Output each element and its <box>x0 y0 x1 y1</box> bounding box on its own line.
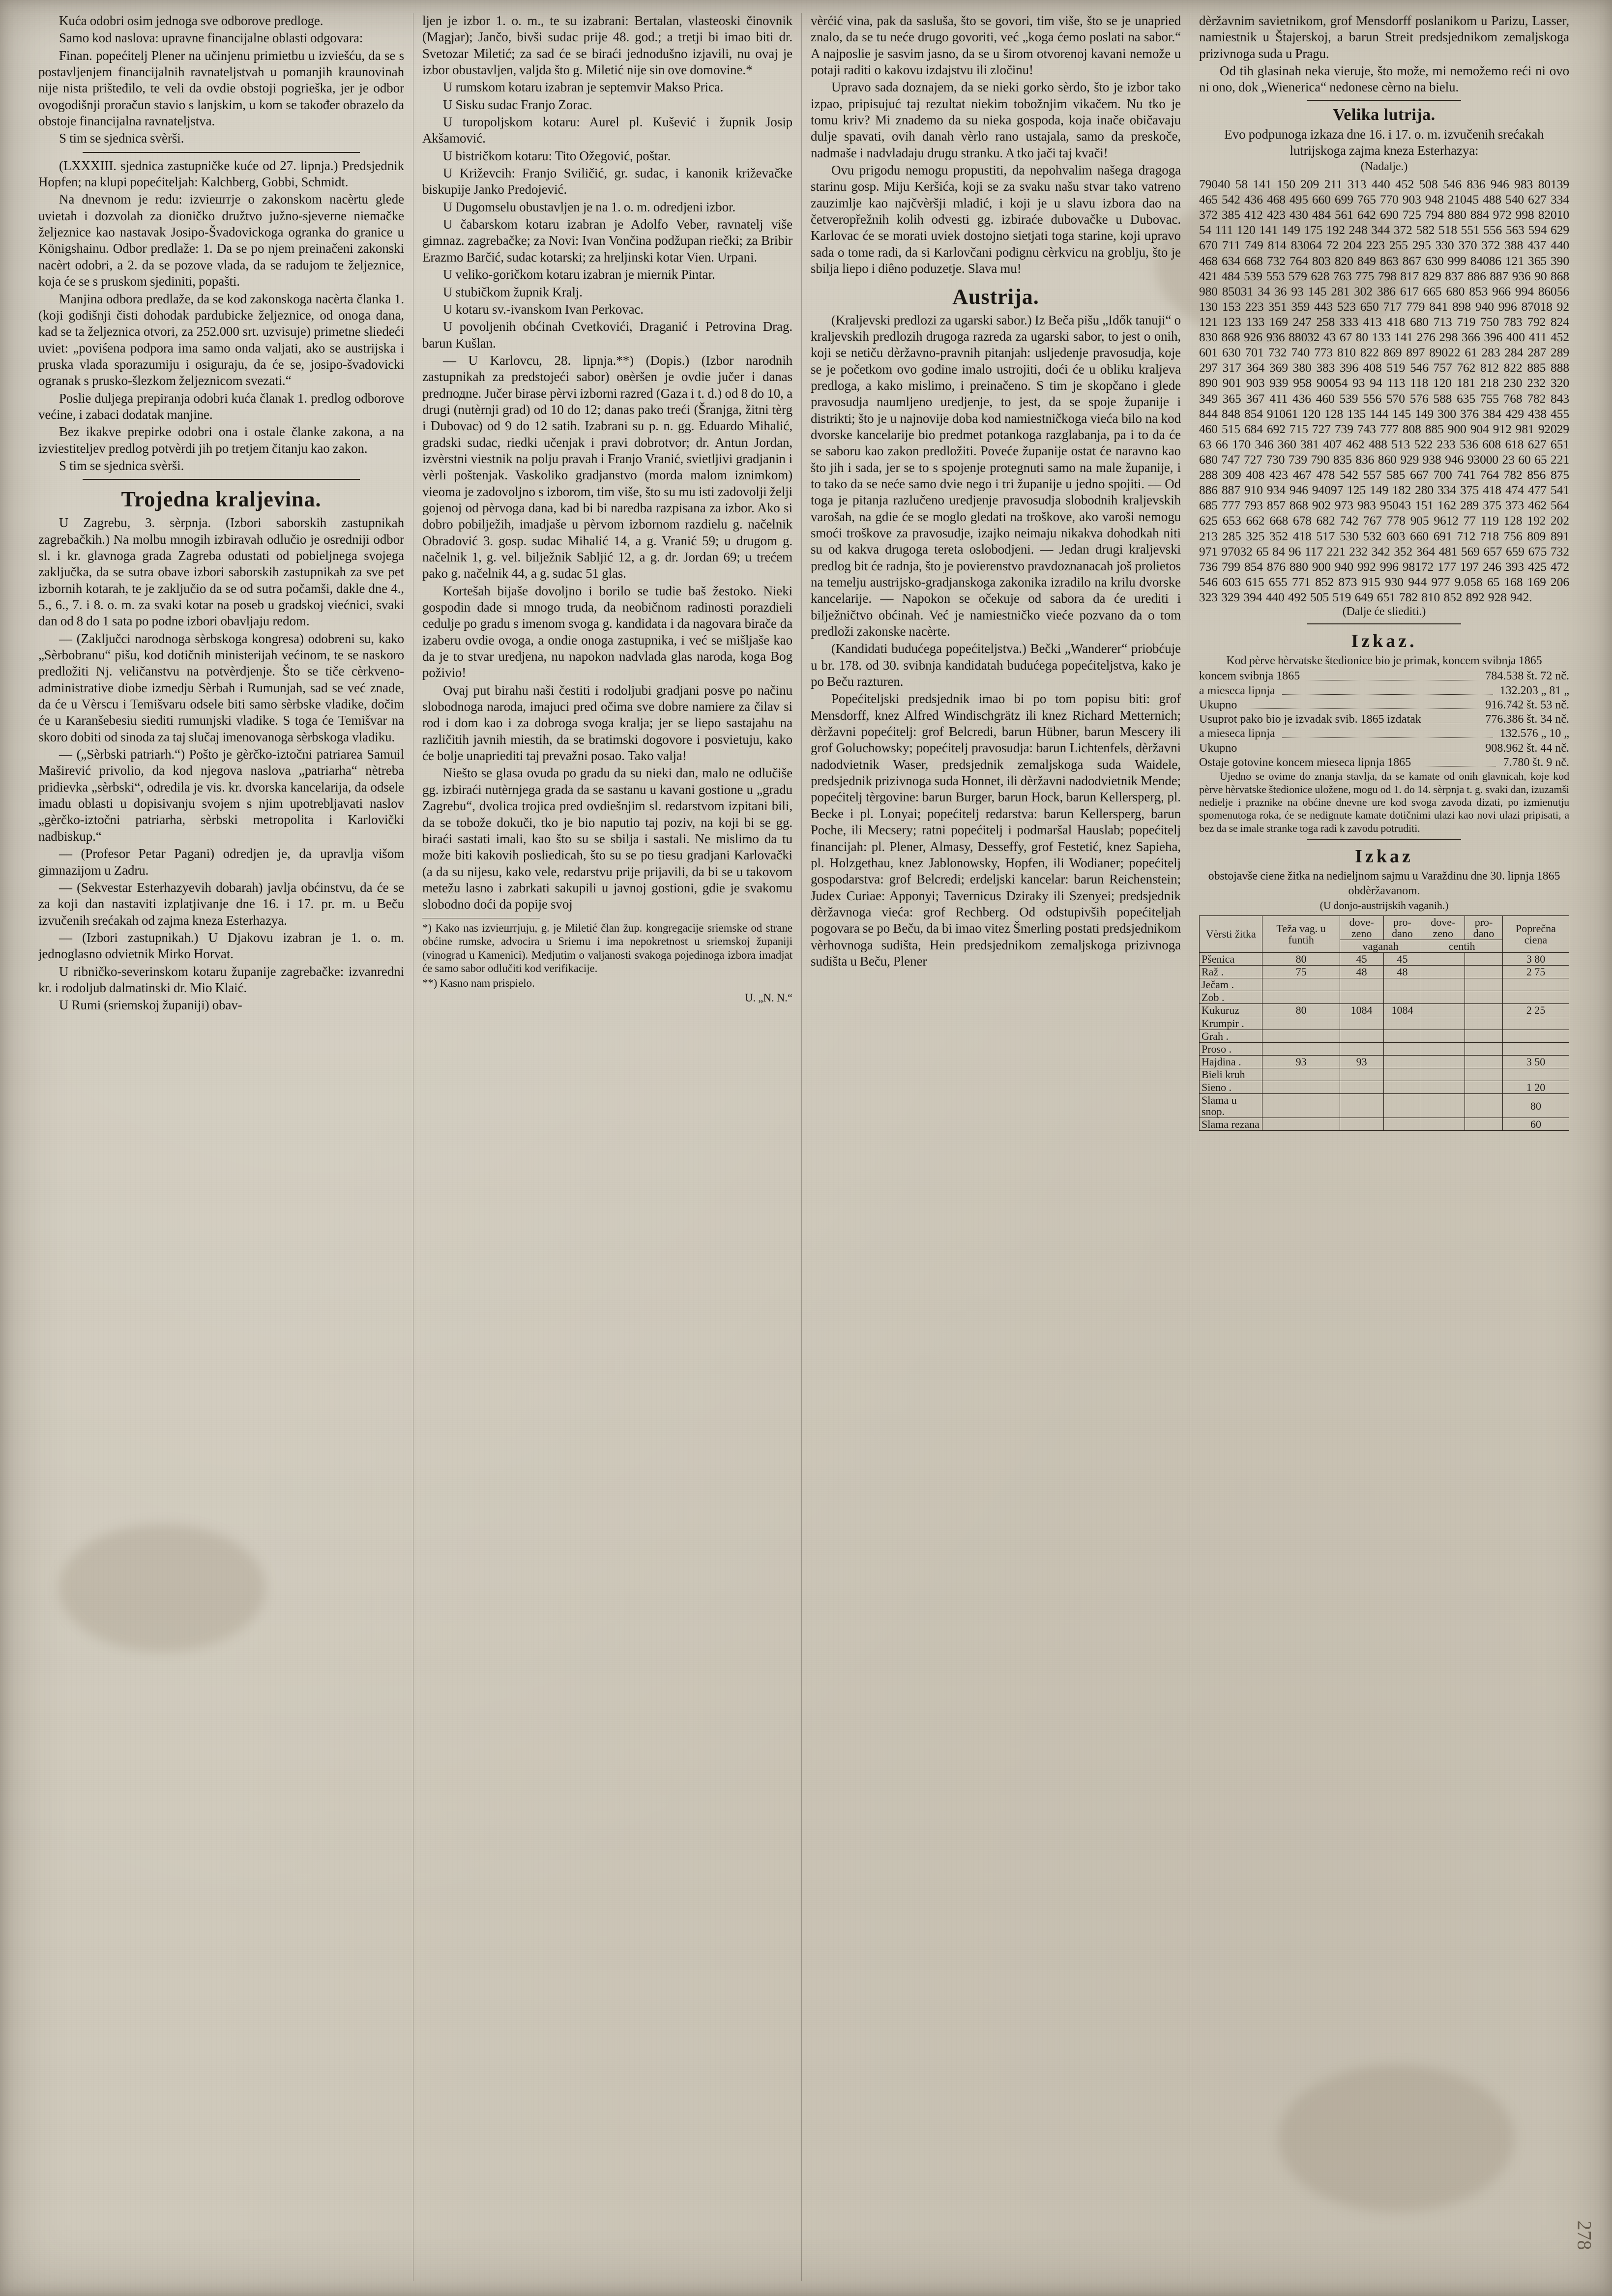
cell-sold-c <box>1465 1055 1503 1068</box>
page-number: 278 <box>1573 2220 1596 2250</box>
cell-grain: Slama u snop. <box>1200 1094 1262 1118</box>
cell-weight <box>1262 1030 1340 1042</box>
account-value: 776.386 št. 34 nč. <box>1485 713 1569 726</box>
paragraph: ljen je izbor 1. o. m., te su izabrani: Bertalan, vlasteoski činovnik (Magjar); Jančo, bivši sudac prije 48. god.; a tretji bi imao biti dr. Svetozar Miletić; za sad će se biraći jednodušno izjavili, nu ovaj je izbor obustavljen, valjda što g. Miletić nije sin ove domovine.* <box>422 13 792 78</box>
paragraph: U rumskom kotaru izabran je septemvir Makso Prica. <box>443 80 724 95</box>
cell-sold <box>1383 1042 1421 1055</box>
cell-delivered-c <box>1421 1081 1465 1094</box>
section-heading-austrija: Austrija. <box>952 284 1039 309</box>
paragraph: U Rumi (sriemskoj županiji) obav- <box>59 998 242 1013</box>
account-label: a miesеca lipnja <box>1199 727 1275 740</box>
paragraph: U kotaru sv.-ivanskom Ivan Perkovac. <box>443 301 644 317</box>
cell-delivered-c <box>1421 991 1465 1004</box>
table-row <box>1200 1068 1569 1081</box>
paragraph: U Sisku sudac Franjo Zorac. <box>443 97 592 112</box>
session-heading-paragraph: (LXXXIII. sjednica zastupničke kuće od 27. lipnja.) Predsjednik Hopfen; na klupi popećiteljah: Kalchberg, Gobbi, Schmidt. <box>38 158 404 190</box>
table-row <box>1200 1055 1569 1068</box>
cell-weight <box>1262 1081 1340 1094</box>
cell-delivered-c <box>1421 978 1465 991</box>
cell-sold <box>1383 1055 1421 1068</box>
cell-weight: 80 <box>1262 1004 1340 1017</box>
cell-price: 80 <box>1502 1094 1569 1118</box>
account-row <box>1199 727 1569 741</box>
cell-sold <box>1383 978 1421 991</box>
paragraph: (Kandidati budućega popećiteljstva.) Bečki „Wanderer“ priobćuje u br. 178. od 30. svibnja kandidatah budućega popećiteljstva, kako je po Beču razturen. <box>811 641 1181 689</box>
cell-delivered <box>1340 978 1383 991</box>
table-row <box>1200 1118 1569 1131</box>
paragraph: S tim se sjednica svèrši. <box>59 458 184 473</box>
leader-dots <box>1244 741 1478 752</box>
column-1 <box>29 13 413 2281</box>
savings-bank-intro: Kod pèrve hèrvatske štedionice bio je primak, koncem svibnja 1865 <box>1226 654 1542 667</box>
paragraph: U Zagrebu, 3. sèrpnja. (Izbori saborskih zastupnikah zagrebačkih.) Na molbu mnogih izbiravah odlučio je osredniji odbor sl. i kr. glavnoga grada Zagreba odustati od pobieljnega svojega zaključka, da se sutra obave izbori saborskih zastupnikah za sve pet izbornih kotarah, te je zaključio da se od sutra počamši, dakle dne 4., 5., 6., 7. i 8. o. m. za svaki kotar na poseb u gradskoj viećnici, svaki dan od 8 do 1 sata po podne izbori obavljaju redom. <box>38 515 404 629</box>
lottery-number-list: 79040 58 141 150 209 211 313 440 452 508 546 836 946 983 80139 465 542 436 468 495 660 699 765 770 903 948 21045 488 540 627 334 372 385 412 423 430 484 561 642 690 725 794 880 884 972 998 82010 54 111 120 141 149 175 192 248 344 372 582 518 551 556 563 594 629 670 711 749 814 83064 72 204 223 255 295 330 370 372 388 437 440 468 634 668 732 764 803 820 849 863 867 630 999 84086 121 365 390 421 484 539 553 579 628 763 775 798 817 829 837 886 887 936 90 868 980 85031 34 36 93 145 281 302 386 617 665 680 853 966 994 86056 130 153 223 351 359 443 523 650 717 779 841 898 940 996 87018 92 121 123 133 169 247 258 333 413 418 680 713 719 750 783 792 824 830 868 926 936 88032 43 67 80 133 141 276 298 366 396 400 411 452 601 630 701 732 740 773 810 822 869 897 89022 61 283 284 287 289 297 317 364 369 380 383 396 408 519 546 757 762 812 822 885 888 890 901 903 939 958 90054 93 94 113 118 120 181 218 230 232 320 349 365 367 411 436 460 539 556 570 576 588 635 755 768 782 843 844 848 854 91061 120 128 135 144 145 149 300 376 384 429 438 455 460 515 684 692 715 727 739 743 777 808 885 900 904 912 981 92029 63 66 170 346 360 381 407 462 488 513 522 233 536 608 618 627 651 680 747 727 730 739 790 835 836 860 929 938 946 93000 23 60 65 221 288 309 408 423 467 478 542 557 585 667 700 741 764 782 856 875 886 887 910 934 946 94097 125 149 182 280 334 375 418 474 477 541 685 777 793 857 868 902 973 983 95043 151 162 289 375 373 462 564 625 653 662 668 678 682 742 767 778 905 9612 77 119 128 192 202 213 285 325 352 418 517 530 532 603 660 691 712 718 756 809 891 971 97032 65 84 96 117 221 232 342 352 364 481 569 657 659 675 732 736 799 854 876 880 900 940 992 996 98172 177 197 246 393 425 472 546 603 615 655 771 852 873 915 930 944 977 9.058 65 168 169 206 323 329 394 440 492 505 519 649 651 782 810 852 892 928 942. <box>1199 177 1569 604</box>
paragraph: dèržavnim savietnikom, grof Mensdorff poslanikom u Parizu, Lasser, namiestnik u Štajerskoj, a barun Streit predsjednikom zemaljskoga prizivnoga suda u Pragu. <box>1199 13 1569 61</box>
account-row <box>1199 669 1569 683</box>
cell-price <box>1502 978 1569 991</box>
cell-sold <box>1383 1017 1421 1030</box>
leader-dots <box>1307 669 1478 680</box>
paragraph: vèrćić vina, pak da sasluša, što se govori, tim više, što se je unapried znalo, da se tu neće drugo govoriti, već „koga ćemo poslati na sabor.“ A najposlie je sasvim jasno, da se u širom otvorenoj kavani nemože u potaji raditi o kakovu izdajstvu ili zločinu! <box>811 13 1181 78</box>
table-row <box>1200 966 1569 978</box>
cell-delivered-c <box>1421 1004 1465 1017</box>
cell-weight <box>1262 1118 1340 1131</box>
cell-delivered <box>1340 1068 1383 1081</box>
divider <box>83 479 360 480</box>
cell-sold <box>1383 1094 1421 1118</box>
cell-weight: 75 <box>1262 966 1340 978</box>
account-label: Ukupno <box>1199 741 1237 755</box>
section-heading-velika-lutrija: Velika lutrija. <box>1333 105 1436 124</box>
account-label: Usuprot pako bio je izvadak svib. 1865 izdatak <box>1199 713 1421 726</box>
account-row-total <box>1199 741 1569 756</box>
cell-grain: Slama rezana <box>1200 1118 1262 1131</box>
paragraph: Samo kod naslova: upravne financijalne oblasti odgovara: <box>59 30 363 46</box>
paragraph: — (Profesor Petar Pagani) odredjen je, da upravlja višom gimnazijom u Zadru. <box>38 846 404 878</box>
cell-delivered <box>1340 1118 1383 1131</box>
cell-sold <box>1383 1081 1421 1094</box>
cell-delivered <box>1340 1094 1383 1118</box>
cell-sold-c <box>1465 991 1503 1004</box>
cell-delivered <box>1340 1042 1383 1055</box>
market-prices-intro: obstojavše ciene žitka na nedieljnom sajmu u Varaždinu dne 30. lipnja 1865 obdèržavanom. <box>1208 870 1560 897</box>
leader-dots <box>1282 684 1493 695</box>
paragraph: — (Zaključci narodnoga sèrbskoga kongresa) odobreni su, kako „Sèrbobranu“ pišu, kod dotičnih ministerijah većinom, te se naskoro predložiti Nj. veličanstvu na potvèrdjenje. Što se tiče cèrkveno-administrative diobe izmedju Sèrbah i Rumunjah, sad se već znade, da će u Vèrscu i Temišvaru odsele biti samo sèrbske vladike, dočim će u Karanšebesiu siediti rumunjski vladike. S toga će Temišvar na skoro dobiti od sinoda za taj slučaj imenovanoga sèrbskoga vladiku. <box>38 631 404 744</box>
leader-dots <box>1428 712 1478 723</box>
column-2 <box>413 13 801 2281</box>
paragraph: Upravo sada doznajem, da se nieki gorko sèrdo, što je izbor tako izpao, pripisujuć taj rezultat niekim tobožnjim vikačem. Nu tko je tomu kriv? Mi znademo da su nieka gospoda, koja inače običavaju dulje spavati, ovih danah vèrlo rano ustajala, samo da preskoče, nadmaše i nadvladaju drugu stranku. A tko jači taj kvači! <box>811 80 1181 160</box>
lottery-intro: Evo podpunoga izkaza dne 16. i 17. o. m. izvučenih srećakah lutrijskoga zajma kneza Esterhazya: <box>1224 126 1544 158</box>
leader-dots <box>1244 698 1478 709</box>
cell-delivered <box>1340 1017 1383 1030</box>
cell-grain: Krumpir . <box>1200 1017 1262 1030</box>
footnote-2: **) Kasno nam prispielo. <box>422 976 535 989</box>
paragraph: Finan. popećitelj Plener na učinjenu primietbu u izviešću, da se s postavljenjem financijalnih ravnateljstvah u pomanjih kraunovinah nije nista prišteđilo, te veli da ovdie obstoji pogrieška, jer je odbor ovogodišnji proračun stavio s lanjskim, u kom se također obrazelo da obstoje financijalna ravnateljstva. <box>38 48 404 129</box>
cell-delivered-c <box>1421 966 1465 978</box>
paragraph: Na dnevnom je redu: izviештje o zakonskom nacèrtu glede uvietah i dozvolah za dioničko družtvo južno-sjeverne niemačke željeznice kao nastavak Josipo-Švadovickoga ogranka do granice u Königshainu. Odbor predlaže: 1. Da se po njem preinačeni zakonski nacèrt odobri, a 2. da se pozove vlada, da se radujom te željeznice, koja će se s pruskom sjediniti, popašti. <box>38 192 404 289</box>
savings-bank-notice: Ujedno se ovime do znanja stavlja, da se kamate od onih glavnicah, koje kod pèrve hèrvatske štedionice uložene, mogu od 1. do 14. sèrpnja t. g. svaki dan, izuzamši nedielje i praznike na obćine dnevne ure kod svoga zavoda dizati, po izmienutju spomenutoga roka, će se nedignute kamate dotičnimi ulazi kao novi ulazi pripisati, a bez da se imale stranke toga radi k zavodu potruditi. <box>1199 770 1569 834</box>
cell-price <box>1502 1030 1569 1042</box>
paragraph: Ovu prigodu nemogu propustiti, da nepohvalim našega dragoga starinu gosp. Miju Keršića, koji se za svaku našu stvar tako vatreno zauzimlje kao najčvèršji mladić, i koji je u slavu izbora dao na četveropřežnih kolih odvesti gg. izbiraće dubovačke u Dubovac. Karlovac će se morati uviek dostojno sietjati toga starine, koji upravo sada o tome radi, da si Karlovčani podignu cèrkvicu na groblju, što je sbilja liepo i diêno poduzetje. Slava mu! <box>811 163 1181 276</box>
leader-dots <box>1418 756 1496 766</box>
cell-grain: Pšenica <box>1200 953 1262 966</box>
table-row <box>1200 1094 1569 1118</box>
paragraph: Popećiteljski predsjednik imao bi po tom popisu biti: grof Mensdorff, knez Alfred Windischgrätz ili knez Richard Metternich; dèržavni popećitelj: grof Belcredi, barun Hübner, barun Mescery ili grof Goluchowsky; popećitelj pravosudja: barun Lichtenfels, dèržavni nadodvietnik Waser, predsjednik zemaljskoga suda Waidele, predsjednik prizivnoga suda Honnet, ili dèržavni nadodvietnik Mende; popećitelj tèrgovine: barun Burger, barun Hock, barun Kellersperg, pl. Becke i pl. Lonyai; popećitelj redarstva: barun Kellersperg, barun Poche, ili Mecsery; ratni popećitelj i podmaršal Hauslab; popećitelj financijah: pl. Plener, Almasy, Desseffy, grof Festetić, knez Sapieha, pl. Holzgethau, knez Jablonowsky, Hopfen, ili Wodianer; popećitelj gospodarstva: grof Belcredi; erdeljski kancelar: barun Reichenstein; Judex Curiae: Apponyi; Tavernicus Dzirakу ili Szenyei; predsjednik dèržavnoga vieća: grof Rechberg. Od odstupivših popećiteljah pogovara se po Beču, da bi imao vitez Šmerling postati predsjednikom vèrhovnoga sudišta, Hein predsjednikom zemaljskoga prizivnoga sudišta u Beču, Plener <box>811 691 1181 969</box>
cell-delivered-c <box>1421 1017 1465 1030</box>
paragraph: Poslie duljega prepiranja odobri kuća članak 1. predlog odborove većine, i zabaci dodatak manjine. <box>38 390 404 422</box>
account-row-total <box>1199 698 1569 712</box>
cell-price: 3 80 <box>1502 953 1569 966</box>
cell-delivered-c <box>1421 1118 1465 1131</box>
cell-price: 1 20 <box>1502 1081 1569 1094</box>
account-label: Ukupno <box>1199 698 1237 711</box>
cell-sold-c <box>1465 1042 1503 1055</box>
cell-sold <box>1383 1030 1421 1042</box>
cell-sold-c <box>1465 1118 1503 1131</box>
market-prices-body <box>1200 953 1569 1131</box>
market-prices-unit-note: (U donjo-austrijskih vaganih.) <box>1319 899 1449 912</box>
paragraph: Kortešah bijaše dovoljno i borilo se tudie baš žestoko. Nieki gospodin dade si mnogo truda, da neobičnom radinosti porazdieli cedulje po gradu s imenom svoga g. kandidata i da nagovara birače da izaberu ovdie ovoga, a ondie onoga zastupnika, i već se mišljaše kao da je to stvar uredjena, nu napokon nadvlada glas naroda, koga Bog poživio! <box>422 583 792 680</box>
cell-sold: 45 <box>1383 953 1421 966</box>
paragraph: — (Izbori zastupnikah.) U Djakovu izabran je 1. o. m. jednoglasno odvietnik Mirko Horvat. <box>38 930 404 962</box>
cell-sold <box>1383 991 1421 1004</box>
paragraph: — U Karlovcu, 28. lipnja.**) (Dopis.) (Izbor narodnih zastupnikah za predstojeći sabor) oвèršen je ovdie jučer i danas predподne. Jučer birase pèrvi izborni razred (Gaza i t. d.) od 8 do 10, a drugi (nutèrnji grad) od 10 do 12; danas pako treći (Šranjga, žitni tèrg i Dubovac) od 9 do 12 satih. Izabrani su p. n. gg. Eduardo Mihalić, gradski sudac, riedki učenjak i pravi dobrotvor; dr. Antun Jordan, izvèrstni viestnik na polju pravah i Franjo Vranić, svietljivi gradjanin i vèrli poštenjak. Vaskoliko gradjanstvo (morda malom iznimkom) vieoma je zadovoljno s izborom, tim više, što su mu isti zadovolji želji gojenoj od pèrvoga dana, kad bi bi naredba razpisana za izbor. Ako si dobro pobilježih, imadjaše u pèrvom izbornom razdielu g. načelnik Obradović 3. gosp. sudac Mihalić 14, a g. Vranić 59; u drugom g. načelnik 1, g. vel. bilježnik Sabljić 12, a g. dr. Jordan 69; u trećem pako g. načelnik 44, a g. sudac 51 glas. <box>422 353 792 581</box>
cell-delivered: 93 <box>1340 1055 1383 1068</box>
cell-grain: Raž . <box>1200 966 1262 978</box>
table-row <box>1200 978 1569 991</box>
cell-delivered: 45 <box>1340 953 1383 966</box>
cell-delivered-c <box>1421 1055 1465 1068</box>
cell-weight <box>1262 1042 1340 1055</box>
cell-weight: 80 <box>1262 953 1340 966</box>
account-value: 7.780 št. 9 nč. <box>1503 756 1569 769</box>
izkaz-heading-1: Izkaz. <box>1351 630 1417 651</box>
cell-delivered-c <box>1421 1030 1465 1042</box>
account-label: Ostaje gotovine koncem mieseca lipnja 1865 <box>1199 756 1411 769</box>
paragraph: U čabarskom kotaru izabran je Adolfo Veber, ravnatelj više gimnaz. zagrebačke; za Novi: Ivan Vončina podžupan riečki; za Bribir Erazmo Barčić, sudac kotarski; za hreljinski kotar Vien. Urpani. <box>422 217 792 265</box>
cell-delivered-c <box>1421 1094 1465 1118</box>
cell-sold: 1084 <box>1383 1004 1421 1017</box>
cell-grain: Ječam . <box>1200 978 1262 991</box>
table-row <box>1200 1017 1569 1030</box>
table-row <box>1200 953 1569 966</box>
cell-price: 60 <box>1502 1118 1569 1131</box>
paragraph: U veliko-goričkom kotaru izabran je miernik Pintar. <box>443 267 715 282</box>
savings-bank-account-table <box>1199 669 1569 770</box>
account-value: 916.742 št. 53 nč. <box>1485 698 1569 711</box>
cell-price: 3 50 <box>1502 1055 1569 1068</box>
paragraph: Niešto se glasa ovuda po gradu da su nieki dan, malo ne odlučiše gg. izbiraći nutèrnjega grada da se sastanu u kavani gostione u „gradu Zagrebu“, dvolica trojica pred ovdiešnjim sl. redarstvom izpitani bili, da se tobože dokuči, tko je bio naputio taj poziv, na koji bi se gg. biraći sastati imali, kao što su se sbilja i sastali. Ne mislimo da tu može biti kakovih posliedicah, što su se po tiesu gradjani Karlovački (a da su nijesu, kako vele, redarstvu prije prijavili, da bi se u takovom metežu lasno i zabrkati sakupili u javnoj gostioni, gdie je svakomu slobodno doći da popije svoj <box>422 765 792 912</box>
cell-sold-c <box>1465 1004 1503 1017</box>
col-header-delivered-centih: dovezeno <box>1421 915 1465 940</box>
paragraph: U Dugomselu obustavljen je na 1. o. m. odredjeni izbor. <box>443 199 736 214</box>
cell-weight <box>1262 991 1340 1004</box>
cell-sold-c <box>1465 1030 1503 1042</box>
col-header-weight: Teža vag. u funtih <box>1262 915 1340 952</box>
paragraph: Kuća odobri osim jednoga sve odborove predloge. <box>59 13 323 28</box>
subheader-centih: centih <box>1421 940 1503 952</box>
cell-sold-c <box>1465 1094 1503 1118</box>
cell-grain: Proso . <box>1200 1042 1262 1055</box>
cell-sold-c <box>1465 978 1503 991</box>
divider <box>1307 100 1461 101</box>
cell-sold-c <box>1465 966 1503 978</box>
cell-sold <box>1383 1118 1421 1131</box>
account-label: koncem svibnja 1865 <box>1199 670 1300 683</box>
cell-delivered-c <box>1421 1068 1465 1081</box>
cell-sold: 48 <box>1383 966 1421 978</box>
col-header-sold-vaganah: prodano <box>1383 915 1421 940</box>
col-header-delivered-vaganah: dovezeno <box>1340 915 1383 940</box>
cell-grain: Hajdina . <box>1200 1055 1262 1068</box>
cell-sold-c <box>1465 1068 1503 1081</box>
cell-weight <box>1262 1068 1340 1081</box>
col-header-average-price: Poprečna ciena <box>1502 915 1569 952</box>
divider <box>1307 839 1461 840</box>
account-row-balance <box>1199 756 1569 770</box>
lottery-to-be-continued: (Dalje će sliediti.) <box>1342 605 1426 618</box>
paragraph: — („Sèrbski patriarh.“) Pošto je gèrčko-iztočni patriarea Samuil Maširević privolio, da kod njegova naslova „patriarha“ nètreba pridievka „sèrbski“, odredila je vis. kr. dvorska kancelarija, da odsele imadu oblasti u dopisivanju svojem s njim upotrebljavati naslov „gèrčko-iztočni patriarha, sèrbski metropolita i Karlovički nadbiskup.“ <box>38 747 404 844</box>
cell-delivered: 48 <box>1340 966 1383 978</box>
paragraph: Bez ikakve prepirke odobri ona i ostale članke zakona, a na izviestiteljev predlog potvèrdi jih po tretjem čitanju kao zakon. <box>38 424 404 456</box>
footnotes <box>422 918 792 1005</box>
paragraph: U bistričkom kotaru: Tito Ožegović, poštar. <box>443 148 671 163</box>
izkaz-heading-2: Izkaz <box>1355 846 1413 867</box>
cell-delivered-c <box>1421 953 1465 966</box>
cell-grain: Grah . <box>1200 1030 1262 1042</box>
cell-delivered: 1084 <box>1340 1004 1383 1017</box>
account-value: 132.203 „ 81 „ <box>1499 684 1569 697</box>
paragraph: U turopoljskom kotaru: Aurel pl. Kušević i župnik Josip Akšamović. <box>422 115 792 146</box>
paragraph: Ovaj put birahu naši čestiti i rodoljubi gradjani posve po načinu slobodnoga naroda, imajuci pred očima sve dobre namiere za čilav si rod i dom kao i za dobroga svoga kralja; jer se liepo sastajahu na različitih javnih miestih, da se bratimski dogovore i posvietuju, kako će bolje unapriediti taj prevažni posao. Tako valja! <box>422 682 792 764</box>
cell-price: 2 75 <box>1502 966 1569 978</box>
paragraph: U stubičkom župnik Kralj. <box>443 284 583 299</box>
table-row <box>1200 1030 1569 1042</box>
divider <box>83 152 360 153</box>
cell-delivered <box>1340 1030 1383 1042</box>
paragraph: Manjina odbora predlaže, da se kod zakonskoga nacèrta članka 1. (koji godišnji čisti dohodak pardubicke željeznice, od onoga dana, kad se ta željeznica otvori, za 252.000 srt. uzvisuje) primetne sliedeći uviet: „poviśena podpora ima samo onda valjati, ako se austrijska i pruska vlada sporazumiju i osiguraju, da će se, josipo-švadovicki ogranak s prusko-šlezkom željeznicom svezati.“ <box>38 291 404 388</box>
cell-price <box>1502 1068 1569 1081</box>
paragraph: Od tih glasinah neka vieruje, što može, mi nemožemo reći ni ovo ni ono, dok „Wienerica“ nedonese cèrno na bielu. <box>1199 63 1569 95</box>
cell-delivered <box>1340 991 1383 1004</box>
cell-price <box>1502 1017 1569 1030</box>
table-row <box>1200 1004 1569 1017</box>
section-heading-trojedna-kraljevina: Trojedna kraljevina. <box>121 487 322 512</box>
paragraph: U Križevcih: Franjo Sviličić, gr. sudac, i kanonik križevačke biskupije Janko Predojević. <box>422 166 792 197</box>
table-header-row <box>1200 915 1569 940</box>
account-row <box>1199 712 1569 727</box>
paragraph: U povoljenih obćinah Cvetkovići, Draganić i Petrovina Drag. barun Kušlan. <box>422 319 792 351</box>
cell-weight <box>1262 1017 1340 1030</box>
lottery-continued-label: (Nadalje.) <box>1360 160 1408 174</box>
article-columns <box>29 13 1592 2281</box>
cell-price <box>1502 991 1569 1004</box>
account-value: 784.538 št. 72 nč. <box>1485 670 1569 683</box>
table-row <box>1200 991 1569 1004</box>
paragraph: (Kraljevski predlozi za ugarski sabor.) Iz Beča pišu „Idők tanuji“ o kraljevskih predlozih drugoga razreda za ugarski sabor, to jest o onih, koji se netiču dèržavno-pravnih pitanjah: usljedenje pravosudja, koje se je početkom ovo godine imalo ustrojiti, doći će u obliku kraljeva predloga, a kako mislimo, i preinačeno. S tim je skopčano i glede pravosudja naumljeno uredjenje, to jest, da se spoje županije i distrikti; što je u najnovije doba kod namiestničkoga vieća bilo na kod dvorske kancelarije bio predmet potankoga razglabanja, pa i to da će se saboru kao zakon predložiti. Povećе županije ostat će naravno kao što jih i sada, jer se to s spojenje protegnuti samo na male županije, i to tako da se neće samo dvie nego i tri županije u jedno spojiti. — Od toga je pitanja razlučeno uredjenje pravosudja slobodnih kraljevskih varošah, na gdie će se moglo gledati na troškove, ako varoši nemogu smoći troškove za pravosudje, izajko neimaju nikakva dohodkah niti su od kakva drugoga tereta oslobodjeni. — Jedan drugi kraljevski predlog bit će radnja, što je povierenstvo pravdoznanacah još prolietos na temelju austrijsko-gradjanskoga zakonika izradilo na krilu dvorske kancelarije. — Napokon se očekuje od sabora da će urediti i bilježničtvo obćinah. Već je namiestničko vieće pozvano da o tom predloži zakonske nacèrte. <box>811 312 1181 639</box>
footnote-signature: U. „N. N.“ <box>745 991 792 1004</box>
cell-sold-c <box>1465 1017 1503 1030</box>
paragraph: U ribničko-severinskom kotaru županije zagrebačke: izvanredni kr. i rodoljub dalmatinski dr. Mio Klaić. <box>38 964 404 995</box>
subheader-vaganah: vaganah <box>1340 940 1421 952</box>
cell-delivered-c <box>1421 1042 1465 1055</box>
table-row <box>1200 1042 1569 1055</box>
footnote-1: *) Kako nas izviештjuju, g. je Miletić član žup. kongregacije sriemske od strane obćine rumske, advocira u Sriemu i ima nepokretnost u sriemskoj županiji (vinograd u Kamenici). Medjutim o valjanosti svakoga pojedinoga izbora imadjat će samo sabor odlučiti kod verifikacije. <box>422 921 792 975</box>
paragraph: — (Sekvestar Esterhazyevih dobarah) javlja obćinstvu, da će se za koji dan nastaviti izplatjivanje dne 16. i 17. pr. m. u Beču izvučenih srećakah od zajma kneza Esterhazya. <box>38 880 404 928</box>
cell-grain: Bieli kruh <box>1200 1068 1262 1081</box>
account-label: a miesеca lipnja <box>1199 684 1275 697</box>
paragraph: S tim se sjednica svèrši. <box>59 131 184 146</box>
divider <box>1307 623 1461 624</box>
cell-price <box>1502 1042 1569 1055</box>
account-value: 132.576 „ 10 „ <box>1499 727 1569 740</box>
leader-dots <box>1282 727 1493 737</box>
cell-grain: Zob . <box>1200 991 1262 1004</box>
column-3 <box>801 13 1190 2281</box>
cell-sold-c <box>1465 1081 1503 1094</box>
cell-sold <box>1383 1068 1421 1081</box>
cell-sold-c <box>1465 953 1503 966</box>
cell-weight <box>1262 978 1340 991</box>
cell-weight: 93 <box>1262 1055 1340 1068</box>
col-header-sold-centih: prodano <box>1465 915 1503 940</box>
col-header-grain: Vèrsti žitka <box>1200 915 1262 952</box>
cell-price: 2 25 <box>1502 1004 1569 1017</box>
account-row <box>1199 684 1569 698</box>
market-prices-table <box>1199 915 1569 1131</box>
column-4 <box>1190 13 1578 2281</box>
account-value: 908.962 št. 44 nč. <box>1485 741 1569 755</box>
cell-grain: Sieno . <box>1200 1081 1262 1094</box>
cell-delivered <box>1340 1081 1383 1094</box>
table-row <box>1200 1081 1569 1094</box>
cell-grain: Kukuruz <box>1200 1004 1262 1017</box>
cell-weight <box>1262 1094 1340 1118</box>
